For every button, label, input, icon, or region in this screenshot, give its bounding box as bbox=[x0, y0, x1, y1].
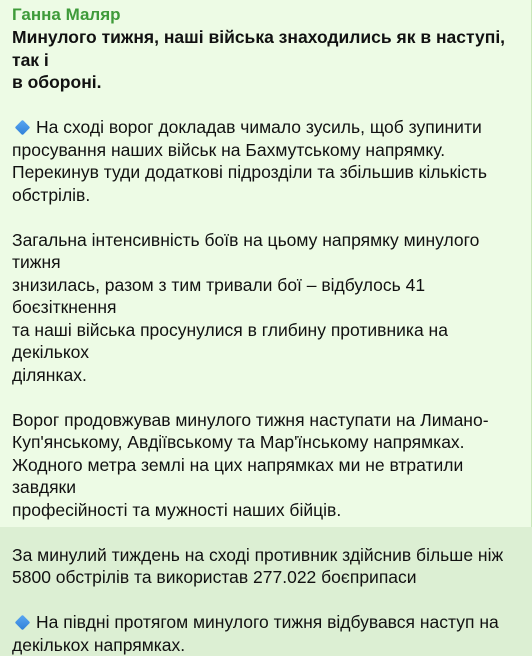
blue-diamond-icon bbox=[15, 120, 31, 136]
paragraph-directions bbox=[12, 409, 517, 522]
paragraph-gap bbox=[12, 589, 517, 612]
paragraph-gap bbox=[12, 206, 517, 229]
paragraph-line-text: На сході ворог докладав чимало зусиль, щоб зупинити bbox=[36, 117, 482, 137]
message-body bbox=[12, 94, 517, 656]
paragraph-intensity bbox=[12, 229, 517, 387]
paragraph-line: Перекинув туди додаткові підрозділи та збільшив кількість bbox=[12, 161, 517, 184]
paragraph-gap bbox=[12, 94, 517, 117]
paragraph-line: Загальна інтенсивність боїв на цьому напрямку минулого тижня bbox=[12, 229, 517, 274]
paragraph-line: Жодного метра землі на цих напрямках ми не втратили завдяки bbox=[12, 454, 517, 499]
paragraph-line: Ворог продовжував минулого тижня наступати на Лимано- bbox=[12, 409, 517, 432]
paragraph-line-text: На півдні протягом минулого тижня відбувався наступ на bbox=[36, 612, 499, 632]
paragraph-line bbox=[12, 116, 517, 139]
paragraph-line: професійності та мужності наших бійців. bbox=[12, 499, 517, 522]
paragraph-line: обстрілів. bbox=[12, 184, 517, 207]
paragraph-line: декількох напрямках. bbox=[12, 634, 517, 656]
paragraph-line: та наші війська просунулися в глибину противника на декількох bbox=[12, 319, 517, 364]
paragraph-east-offensive bbox=[12, 116, 517, 206]
paragraph-line: Куп'янському, Авдіївському та Мар'їнському напрямках. bbox=[12, 431, 517, 454]
message-title bbox=[12, 26, 512, 94]
paragraph-gap bbox=[12, 521, 517, 544]
blue-diamond-icon bbox=[15, 615, 31, 631]
paragraph-gap bbox=[12, 386, 517, 409]
paragraph-line: ділянках. bbox=[12, 364, 517, 387]
paragraph-line bbox=[12, 611, 517, 634]
paragraph-line: просування наших військ на Бахмутському напрямку. bbox=[12, 139, 517, 162]
paragraph-line: За минулий тиждень на сході противник здійснив більше ніж bbox=[12, 544, 517, 567]
paragraph-south bbox=[12, 611, 517, 656]
title-line: Минулого тижня, наші війська знаходились як в наступі, так і bbox=[12, 26, 512, 71]
title-line: в обороні. bbox=[12, 71, 512, 94]
paragraph-line: 5800 обстрілів та використав 277.022 боєприпаси bbox=[12, 566, 517, 589]
author-name[interactable]: Ганна Маляр bbox=[12, 4, 519, 26]
paragraph-line: знизилась, разом з тим тривали бої – відбулось 41 боєзіткнення bbox=[12, 274, 517, 319]
paragraph-shelling bbox=[12, 544, 517, 589]
